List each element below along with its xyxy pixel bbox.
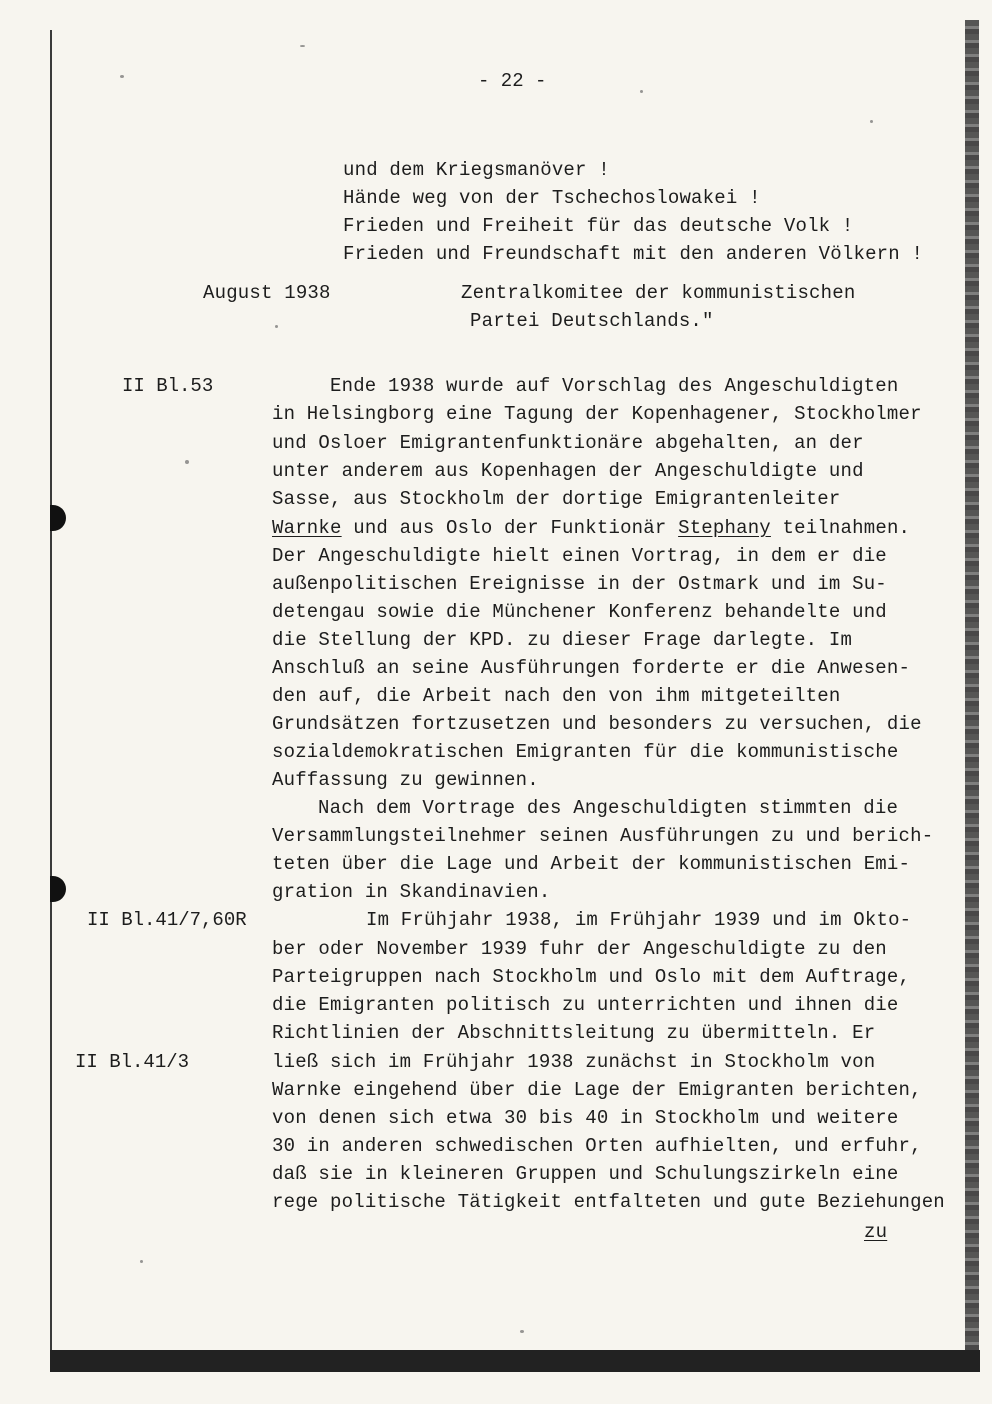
- signature-date: August 1938: [203, 282, 331, 304]
- scan-border-bottom: [50, 1350, 980, 1372]
- scan-speck: [870, 120, 873, 123]
- body-line: Auffassung zu gewinnen.: [272, 769, 539, 791]
- body-line: den auf, die Arbeit nach den von ihm mitgeteilten: [272, 685, 841, 707]
- body-line: die Emigranten politisch zu unterrichten und ihnen die: [272, 994, 899, 1016]
- body-line: rege politische Tätigkeit entfalteten und gute Beziehungen: [272, 1191, 945, 1213]
- slogan-line: Hände weg von der Tschechoslowakei !: [343, 187, 761, 209]
- body-line: sozialdemokratischen Emigranten für die kommunistische: [272, 741, 899, 763]
- body-text: teilnahmen.: [770, 517, 911, 539]
- slogan-line: Frieden und Freiheit für das deutsche Volk !: [343, 215, 854, 237]
- body-line: teten über die Lage und Arbeit der kommunistischen Emi-: [272, 853, 911, 875]
- body-line: ber oder November 1939 fuhr der Angeschuldigte zu den: [272, 938, 887, 960]
- signature-line: Partei Deutschlands.": [470, 310, 714, 332]
- punch-hole-bottom: [50, 876, 66, 902]
- margin-reference: II Bl.41/3: [75, 1051, 190, 1073]
- body-line: Grundsätzen fortzusetzen und besonders zu versuchen, die: [272, 713, 922, 735]
- slogan-line: Frieden und Freundschaft mit den anderen Völkern !: [343, 243, 924, 265]
- body-line: daß sie in kleineren Gruppen und Schulungszirkeln eine: [272, 1163, 899, 1185]
- body-text: und aus Oslo der Funktionär: [341, 517, 679, 539]
- body-line: unter anderem aus Kopenhagen der Angeschuldigte und: [272, 460, 864, 482]
- body-line: gration in Skandinavien.: [272, 881, 551, 903]
- body-line: die Stellung der KPD. zu dieser Frage darlegte. Im: [272, 629, 853, 651]
- body-line: ließ sich im Frühjahr 1938 zunächst in Stockholm von: [272, 1051, 876, 1073]
- body-line: in Helsingborg eine Tagung der Kopenhagener, Stockholmer: [272, 403, 922, 425]
- body-line: Der Angeschuldigte hielt einen Vortrag, in dem er die: [272, 545, 887, 567]
- scan-speck: [300, 45, 305, 47]
- body-line: Versammlungsteilnehmer seinen Ausführungen zu und berich-: [272, 825, 934, 847]
- scan-speck: [140, 1260, 143, 1263]
- scan-speck: [640, 90, 643, 93]
- margin-reference: II Bl.53: [122, 375, 214, 397]
- scan-border-right: [965, 20, 979, 1360]
- body-line: von denen sich etwa 30 bis 40 in Stockholm und weitere: [272, 1107, 899, 1129]
- scan-border-left: [50, 30, 52, 1360]
- body-line: detengau sowie die Münchener Konferenz behandelte und: [272, 601, 887, 623]
- body-line: Im Frühjahr 1938, im Frühjahr 1939 und im Okto-: [366, 909, 912, 931]
- margin-reference: II Bl.41/7,60R: [87, 909, 247, 931]
- scan-speck: [275, 325, 278, 328]
- body-line: außenpolitischen Ereignisse in der Ostmark und im Su-: [272, 573, 887, 595]
- body-line: Sasse, aus Stockholm der dortige Emigrantenleiter: [272, 488, 841, 510]
- body-line: Parteigruppen nach Stockholm und Oslo mit dem Auftrage,: [272, 966, 911, 988]
- slogan-line: und dem Kriegsmanöver !: [343, 159, 610, 181]
- body-line: Warnke eingehend über die Lage der Emigranten berichten,: [272, 1079, 922, 1101]
- body-line: Nach dem Vortrage des Angeschuldigten stimmten die: [318, 797, 899, 819]
- punch-hole-top: [50, 505, 66, 531]
- underlined-name: Stephany: [678, 517, 771, 539]
- body-line: Anschluß an seine Ausführungen forderte er die Anwesen-: [272, 657, 911, 679]
- scan-speck: [185, 460, 189, 464]
- signature-line: Zentralkomitee der kommunistischen: [461, 282, 856, 304]
- body-line: und Osloer Emigrantenfunktionäre abgehalten, an der: [272, 432, 864, 454]
- page-number: - 22 -: [478, 70, 547, 92]
- catchword: zu: [864, 1221, 888, 1243]
- body-line: [272, 516, 910, 540]
- scan-speck: [120, 75, 124, 78]
- body-line: Richtlinien der Abschnittsleitung zu übermitteln. Er: [272, 1022, 876, 1044]
- scan-speck: [520, 1330, 524, 1333]
- underlined-name: Warnke: [272, 517, 342, 539]
- body-line: Ende 1938 wurde auf Vorschlag des Angeschuldigten: [330, 375, 899, 397]
- body-line: 30 in anderen schwedischen Orten aufhielten, und erfuhr,: [272, 1135, 922, 1157]
